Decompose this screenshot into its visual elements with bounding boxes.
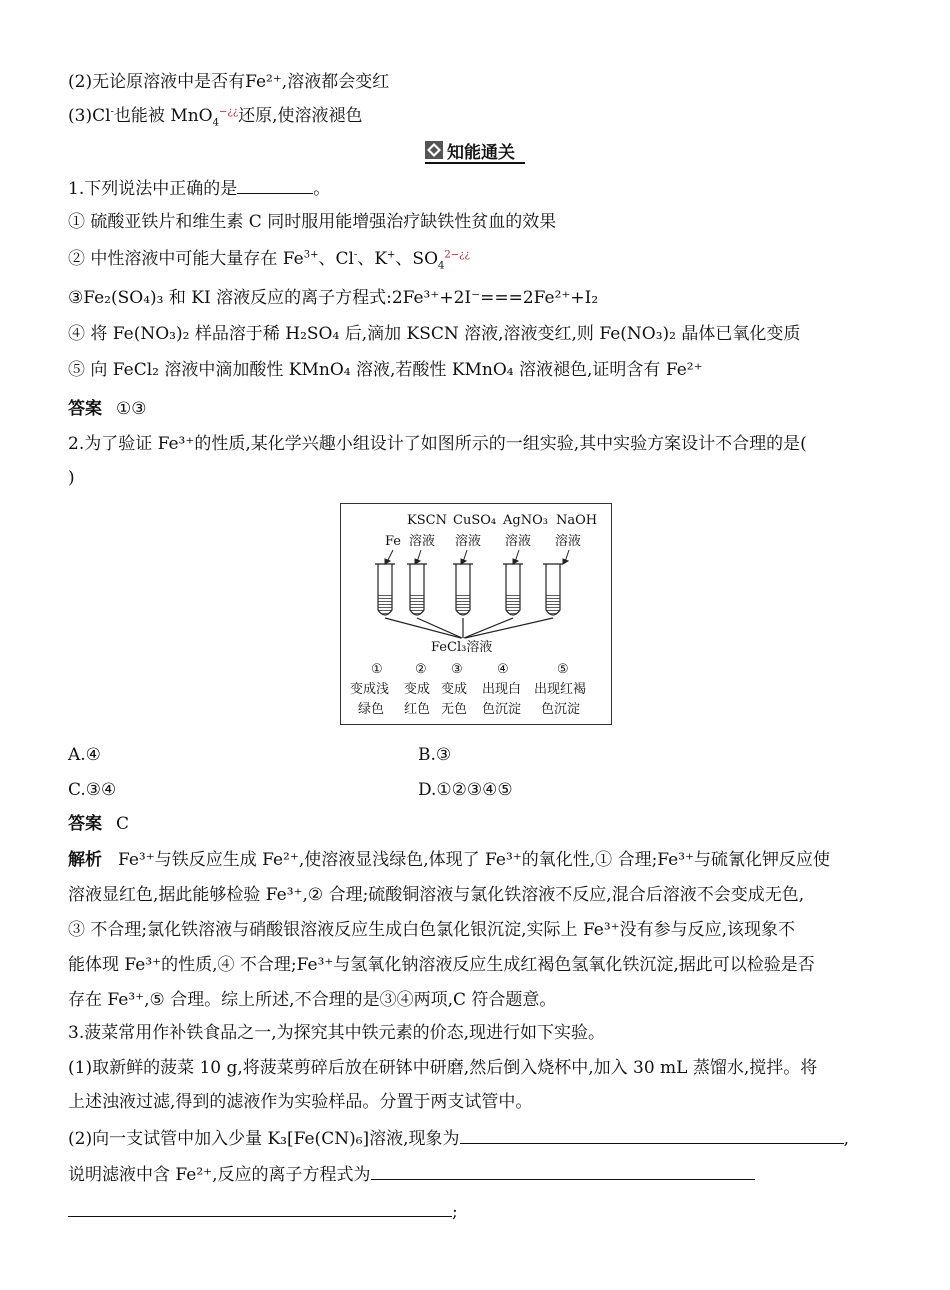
answer-label: 答案 bbox=[68, 399, 102, 419]
tube-number: ② bbox=[415, 662, 427, 677]
test-tube bbox=[407, 564, 427, 615]
reagent-label: 溶液 bbox=[555, 534, 582, 549]
q2-stem-close: ) bbox=[68, 468, 75, 488]
q3-part2-line1: (2)向一支试管中加入少量 K₃[Fe(CN)₆]溶液,现象为 , bbox=[68, 1125, 849, 1151]
q2-explanation-line: 溶液显红色,据此能够检验 Fe³⁺,② 合理;硫酸铜溶液与氯化铁溶液不反应,混合后溶液不会变成无色, bbox=[68, 885, 805, 905]
tube-number: ③ bbox=[451, 662, 463, 677]
reagent-label: CuSO₄ bbox=[453, 513, 497, 528]
q3-part1-line1: (1)取新鲜的菠菜 10 g,将菠菜剪碎后放在研钵中研磨,然后倒入烧杯中,加入 30 mL 蒸馏水,搅拌。将 bbox=[68, 1058, 818, 1078]
option-c: C.③④ bbox=[68, 780, 117, 800]
q2-explanation-line: ③ 不合理;氯化铁溶液与硝酸银溶液反应生成白色氯化银沉淀,实际上 Fe³⁺没有参与反应,该现象不 bbox=[68, 920, 796, 940]
result-label: 变成 bbox=[404, 682, 431, 697]
tube-number: ① bbox=[371, 662, 383, 677]
q3-part1-line2: 上述浊液过滤,得到的滤液作为实验样品。分置于两支试管中。 bbox=[68, 1092, 533, 1112]
test-tube bbox=[503, 564, 523, 615]
q1-answer: 答案 ①③ bbox=[68, 399, 147, 419]
section-title: 知能通关 bbox=[447, 142, 515, 163]
q1-statement-3: ③Fe₂(SO₄)₃ 和 KI 溶液反应的离子方程式:2Fe³⁺+2I⁻===2Fe²⁺+I₂ bbox=[68, 288, 599, 308]
result-label: 红色 bbox=[404, 702, 431, 717]
explanation-label: 解析 bbox=[68, 850, 102, 870]
result-label: 出现红褐 bbox=[534, 682, 587, 697]
q2-explanation-line: 存在 Fe³⁺,⑤ 合理。综上所述,不合理的是③④两项,C 符合题意。 bbox=[68, 990, 557, 1010]
reagent-label: AgNO₃ bbox=[503, 513, 548, 528]
q1-stem: 1.下列说法中正确的是 。 bbox=[68, 175, 330, 201]
q3-part2-line2: 说明滤液中含 Fe²⁺,反应的离子方程式为 bbox=[68, 1161, 755, 1187]
q1-statement-5: ⑤ 向 FeCl₂ 溶液中滴加酸性 KMnO₄ 溶液,若酸性 KMnO₄ 溶液褪色,证明含有 Fe²⁺ bbox=[68, 360, 703, 380]
result-label: 色沉淀 bbox=[482, 702, 522, 717]
answer-label: 答案 bbox=[68, 814, 102, 834]
answer-blank bbox=[460, 1125, 844, 1144]
answer-blank bbox=[68, 1198, 452, 1217]
test-tube bbox=[453, 564, 473, 615]
reagent-label: 溶液 bbox=[409, 534, 436, 549]
q2-explanation-line: 解析 Fe³⁺与铁反应生成 Fe²⁺,使溶液显浅绿色,体现了 Fe³⁺的氧化性,① 合理;Fe³⁺与硫氰化钾反应使 bbox=[68, 850, 831, 870]
tube-number: ⑤ bbox=[557, 662, 569, 677]
q1-statement-2: ② 中性溶液中可能大量存在 $Fe^{3+}$、Cl-、K+、$SO_4^{2-¿¿}$ bbox=[68, 249, 470, 272]
test-tube bbox=[543, 564, 563, 615]
answer-blank bbox=[237, 175, 313, 194]
q2-answer: 答案 C bbox=[68, 814, 130, 834]
tube-number: ④ bbox=[497, 662, 509, 677]
q3-stem: 3.菠菜常用作补铁食品之一,为探究其中铁元素的价态,现进行如下实验。 bbox=[68, 1023, 606, 1043]
result-label: 变成 bbox=[441, 682, 468, 697]
reagent-label: NaOH bbox=[556, 513, 598, 528]
result-label: 无色 bbox=[441, 702, 468, 717]
option-a: A.④ bbox=[68, 745, 101, 765]
experiment-figure bbox=[340, 503, 612, 725]
result-label: 绿色 bbox=[358, 702, 385, 717]
option-b: B.③ bbox=[418, 745, 452, 765]
result-label: 色沉淀 bbox=[541, 702, 581, 717]
answer-blank bbox=[371, 1161, 755, 1180]
solution-label: FeCl₃溶液 bbox=[431, 640, 493, 655]
q1-statement-1: ① 硫酸亚铁片和维生素 C 同时服用能增强治疗缺铁性贫血的效果 bbox=[68, 212, 557, 232]
option-d: D.①②③④⑤ bbox=[418, 780, 513, 800]
test-tube bbox=[375, 564, 395, 615]
reagent-label: 溶液 bbox=[505, 534, 532, 549]
result-label: 出现白 bbox=[482, 682, 522, 697]
reagent-label: KSCN bbox=[407, 513, 447, 528]
prev-item-2: (2)无论原溶液中是否有Fe²⁺,溶液都会变红 bbox=[68, 72, 390, 92]
q3-part2-line3: ; bbox=[68, 1198, 458, 1224]
prev-item-3: (3)Cl-也能被 MnO$_4$−¿¿还原,使溶液褪色 bbox=[68, 106, 363, 129]
diamond-icon bbox=[425, 141, 443, 159]
q1-statement-4: ④ 将 Fe(NO₃)₂ 样品溶于稀 H₂SO₄ 后,滴加 KSCN 溶液,溶液变红,则 Fe(NO₃)₂ 晶体已氧化变质 bbox=[68, 324, 801, 344]
q2-explanation-line: 能体现 Fe³⁺的性质,④ 不合理;Fe³⁺与氢氧化钠溶液反应生成红褐色氢氧化铁沉淀,据此可以检验是否 bbox=[68, 955, 815, 975]
reagent-label: 溶液 bbox=[455, 534, 482, 549]
result-label: 变成浅 bbox=[350, 682, 390, 697]
q2-stem: 2.为了验证 Fe³⁺的性质,某化学兴趣小组设计了如图所示的一组实验,其中实验方案设计不合理的是( bbox=[68, 434, 807, 454]
section-header bbox=[425, 138, 525, 164]
reagent-label: Fe bbox=[385, 534, 402, 549]
